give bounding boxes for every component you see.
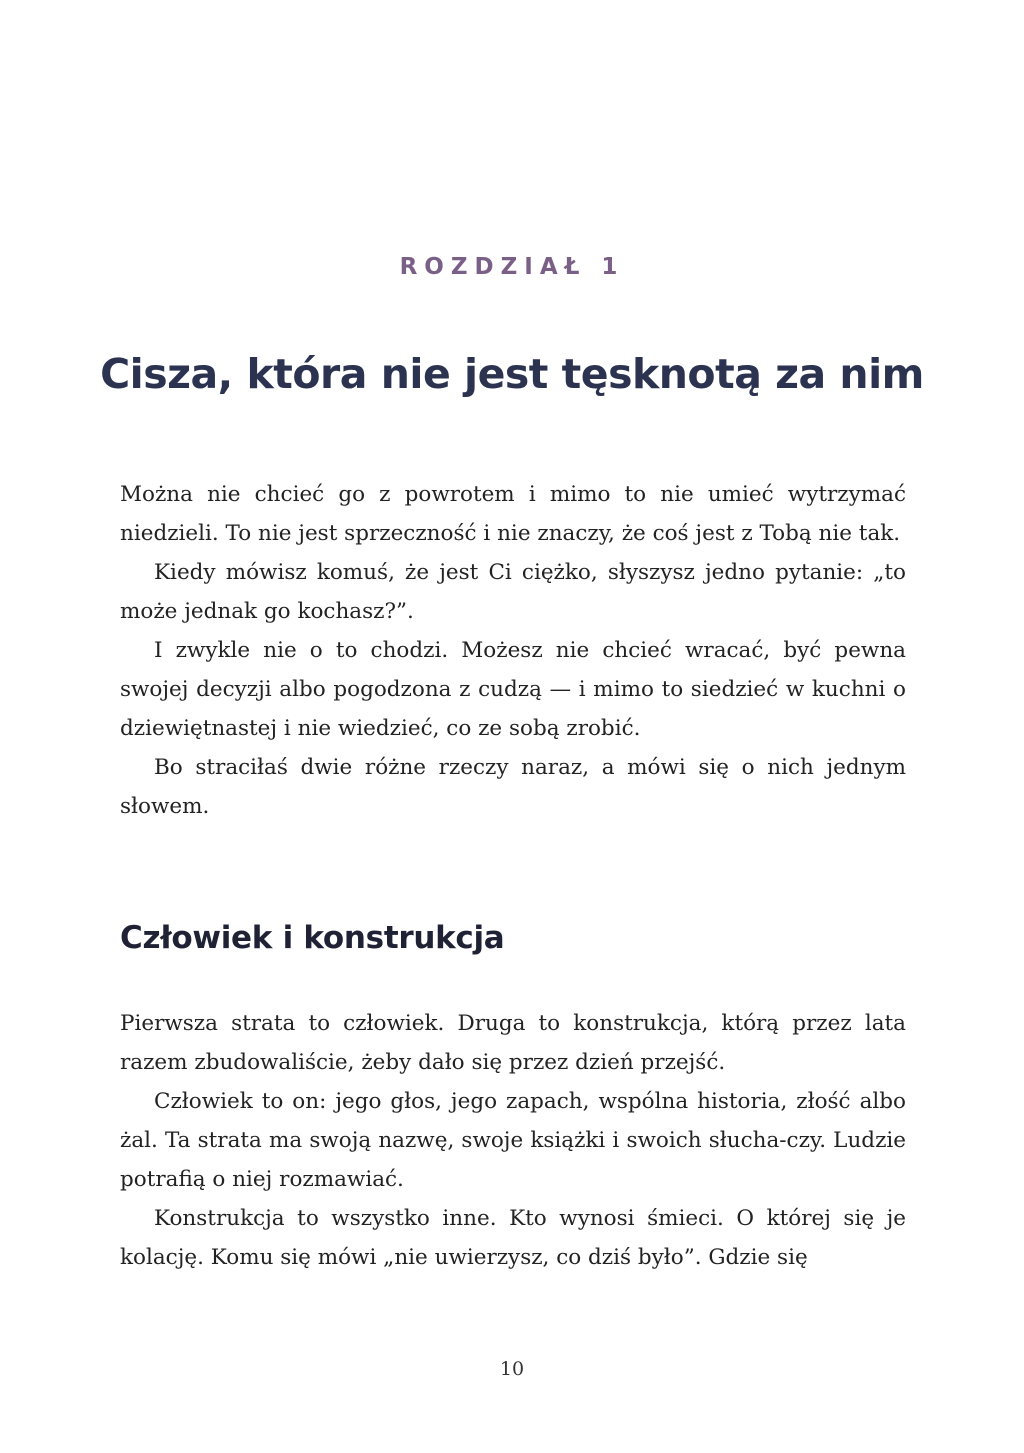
chapter-label: ROZDZIAŁ 1 (399, 254, 625, 280)
paragraph: Kiedy mówisz komuś, że jest Ci ciężko, słyszysz jedno pytanie: „to może jednak go kochasz?”. (120, 560, 906, 624)
paragraph: Konstrukcja to wszystko inne. Kto wynosi śmieci. O której się je kolację. Komu się mówi „nie uwierzysz, co dziś było”. Gdzie się (120, 1206, 906, 1270)
paragraph: I zwykle nie o to chodzi. Możesz nie chcieć wracać, być pewna swojej decyzji albo pogodzona z cudzą — i mimo to siedzieć w kuchni o dziewiętnastej i nie wiedzieć, co ze sobą zrobić. (120, 638, 906, 741)
section-text (120, 1004, 906, 1277)
paragraph: Bo straciłaś dwie różne rzeczy naraz, a mówi się o nich jednym słowem. (120, 755, 906, 819)
page-number: 10 (499, 1358, 525, 1380)
paragraph: Pierwsza strata to człowiek. Druga to konstrukcja, którą przez lata razem zbudowaliście, żeby dało się przez dzień przejść. (120, 1011, 906, 1075)
chapter-title: Cisza, która nie jest tęsknotą za nim (100, 350, 924, 398)
intro-text (120, 475, 906, 826)
section-heading: Człowiek i konstrukcja (120, 920, 505, 956)
paragraph: Można nie chcieć go z powrotem i mimo to nie umieć wytrzymać niedzieli. To nie jest sprzeczność i nie znaczy, że coś jest z Tobą nie tak. (120, 482, 906, 546)
paragraph: Człowiek to on: jego głos, jego zapach, wspólna historia, złość albo żal. Ta strata ma swoją nazwę, swoje książki i swoich słucha-czy. Ludzie potrafią o niej rozmawiać. (120, 1089, 906, 1192)
